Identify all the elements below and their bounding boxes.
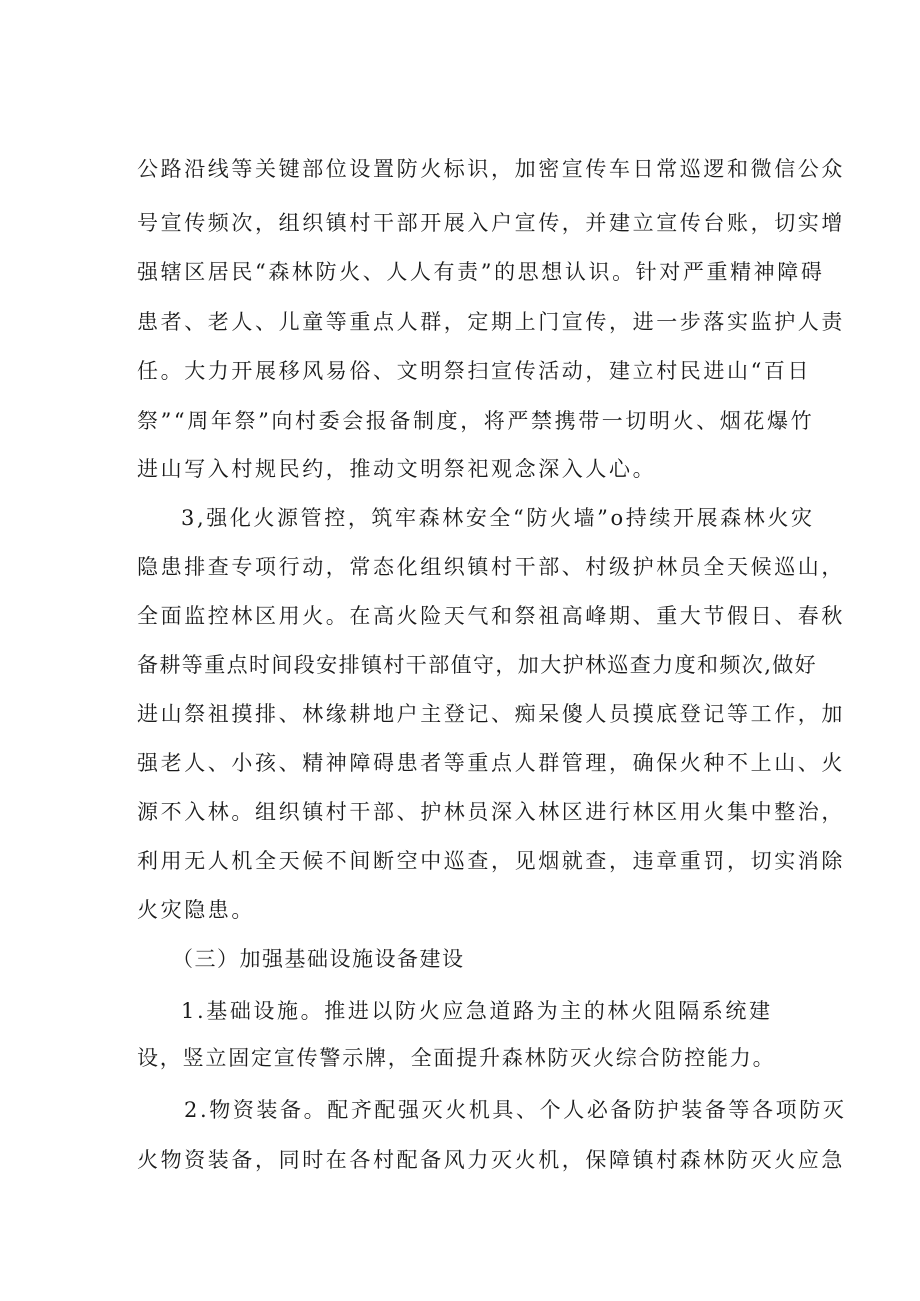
paragraph-line: 3,强化火源管控，筑牢森林安全“防火墙”o持续开展森林火灾 [181,506,815,530]
paragraph-line: 隐患排查专项行动，常态化组织镇村干部、村级护林员全天候巡山， [137,555,845,579]
paragraph-line: 备耕等重点时间段安排镇村干部值守，加大护林巡查力度和频次,做好 [137,653,818,677]
paragraph-line: 设，竖立固定宣传警示牌，全面提升森林防灭火综合防控能力。 [137,1046,776,1070]
paragraph-line: 公路沿线等关键部位设置防火标识，加密宣传车日常巡逻和微信公众 [137,157,845,181]
paragraph-line: 1.基础设施。推进以防火应急道路为主的林火阻隔系统建 [181,999,773,1023]
paragraph-line: 患者、老人、儿童等重点人群，定期上门宣传，进一步落实监护人责 [137,310,845,334]
paragraph-line: 强老人、小孩、精神障碍患者等重点人群管理，确保火种不上山、火 [137,751,845,775]
paragraph-line: 火物资装备，同时在各村配备风力灭火机，保障镇村森林防灭火应急 [137,1148,845,1172]
paragraph-line: 祭”“周年祭”向村委会报备制度，将严禁携带一切明火、烟花爆竹 [137,409,815,433]
paragraph-line: 任。大力开展移风易俗、文明祭扫宣传活动，建立村民进山“百日 [137,359,812,383]
paragraph-line: 全面监控林区用火。在高火险天气和祭祖高峰期、重大节假日、春秋 [137,604,845,628]
paragraph-line: 火灾隐患。 [137,898,255,922]
paragraph-line: 2.物资装备。配齐配强灭火机具、个人必备防护装备等各项防灭 [184,1098,847,1122]
paragraph-line: 强辖区居民“森林防火、人人有责”的思想认识。针对严重精神障碍 [137,260,825,284]
paragraph-line: 进山写入村规民约，推动文明祭祀观念深入人心。 [137,457,657,481]
paragraph-line: 源不入林。组织镇村干部、护林员深入林区进行林区用火集中整治， [137,800,845,824]
paragraph-line: 进山祭祖摸排、林缘耕地户主登记、痴呆傻人员摸底登记等工作，加 [137,702,845,726]
paragraph-line: 号宣传频次，组织镇村干部开展入户宣传，并建立宣传台账，切实增 [137,211,845,235]
section-heading: （三）加强基础设施设备建设 [172,947,465,971]
paragraph-line: 利用无人机全天候不间断空中巡查，见烟就查，违章重罚，切实消除 [137,849,845,873]
